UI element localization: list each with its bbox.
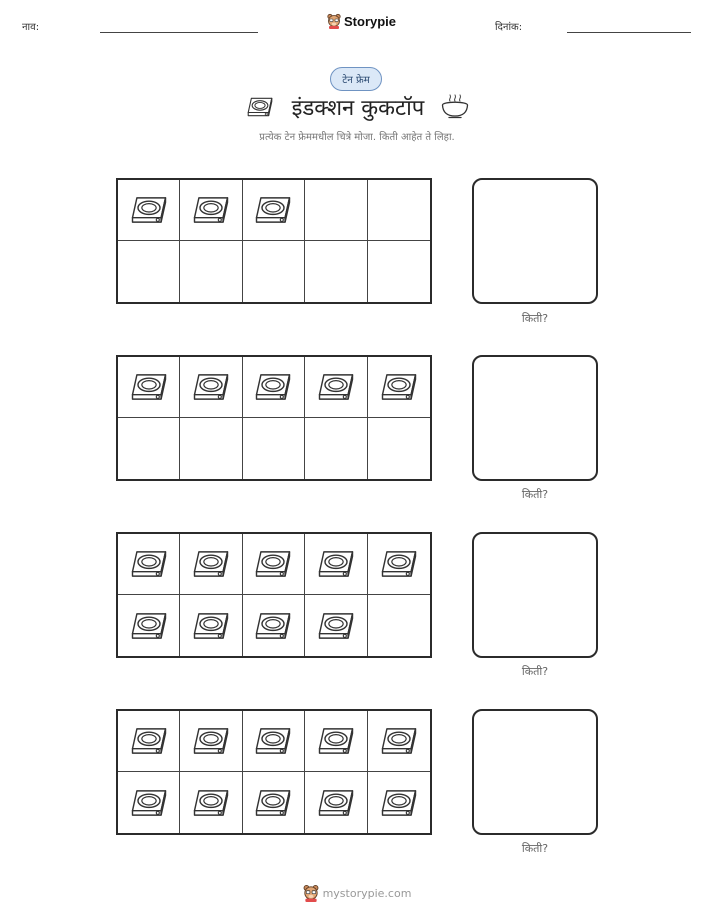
name-line xyxy=(100,32,258,33)
frame-cell xyxy=(243,534,305,595)
topic-pill: टेन फ्रेम xyxy=(330,67,382,91)
induction-cooktop-icon xyxy=(189,610,233,642)
induction-cooktop-icon xyxy=(377,787,421,819)
frame-cell xyxy=(305,241,367,302)
page-title: इंडक्शन कुकटॉप xyxy=(291,96,425,121)
frame-cell xyxy=(305,418,367,479)
induction-cooktop-icon xyxy=(314,371,358,403)
frame-cell xyxy=(368,357,430,418)
induction-cooktop-icon xyxy=(314,610,358,642)
induction-cooktop-icon xyxy=(251,371,295,403)
frame-cell xyxy=(180,180,242,241)
answer-box-1[interactable] xyxy=(472,178,598,304)
answer-box-4[interactable] xyxy=(472,709,598,835)
answer-box-2[interactable] xyxy=(472,355,598,481)
storypie-mascot-icon xyxy=(303,884,319,902)
footer-url: mystorypie.com xyxy=(322,886,412,900)
induction-cooktop-icon xyxy=(127,725,171,757)
date-label: दिनांक: xyxy=(495,22,523,33)
induction-cooktop-icon xyxy=(127,787,171,819)
frame-cell xyxy=(368,711,430,772)
induction-cooktop-icon xyxy=(251,610,295,642)
induction-cooktop-icon xyxy=(189,548,233,580)
frame-cell xyxy=(118,595,180,656)
frame-cell xyxy=(118,534,180,595)
frame-cell xyxy=(305,711,367,772)
induction-cooktop-icon xyxy=(127,371,171,403)
induction-cooktop-icon xyxy=(127,194,171,226)
instructions: प्रत्येक टेन फ्रेममधील चित्रे मोजा. किती आहेत ते लिहा. xyxy=(259,132,455,143)
induction-cooktop-icon xyxy=(314,548,358,580)
frame-cell xyxy=(180,772,242,833)
brand-logo xyxy=(327,13,396,29)
brand-name: Storypie xyxy=(344,13,397,29)
induction-cooktop-icon xyxy=(377,725,421,757)
ten-frame-3 xyxy=(116,532,432,658)
frame-cell xyxy=(305,595,367,656)
frame-cell xyxy=(305,772,367,833)
ten-frame-1 xyxy=(116,178,432,304)
frame-cell xyxy=(305,534,367,595)
frame-cell xyxy=(368,772,430,833)
frame-cell xyxy=(180,711,242,772)
answer-label-1: किती? xyxy=(521,312,549,325)
frame-cell xyxy=(243,772,305,833)
frame-cell xyxy=(118,357,180,418)
frame-cell xyxy=(180,418,242,479)
title-row xyxy=(0,92,714,122)
frame-cell xyxy=(243,241,305,302)
answer-label-4: किती? xyxy=(521,842,549,855)
induction-cooktop-icon xyxy=(189,194,233,226)
date-line xyxy=(567,32,691,33)
frame-cell xyxy=(368,418,430,479)
answer-box-3[interactable] xyxy=(472,532,598,658)
induction-cooktop-icon xyxy=(377,548,421,580)
answer-label-2: किती? xyxy=(521,488,549,501)
ten-frame-2 xyxy=(116,355,432,481)
frame-cell xyxy=(180,357,242,418)
induction-cooktop-icon xyxy=(377,371,421,403)
footer xyxy=(0,884,714,902)
name-label: नाव: xyxy=(22,22,40,33)
induction-cooktop-icon xyxy=(251,548,295,580)
frame-cell xyxy=(243,595,305,656)
frame-cell xyxy=(118,711,180,772)
frame-cell xyxy=(305,357,367,418)
induction-cooktop-icon xyxy=(189,371,233,403)
induction-cooktop-icon xyxy=(314,725,358,757)
answer-label-3: किती? xyxy=(521,665,549,678)
frame-cell xyxy=(118,241,180,302)
induction-cooktop-icon xyxy=(189,725,233,757)
induction-cooktop-icon xyxy=(189,787,233,819)
frame-cell xyxy=(118,180,180,241)
frame-cell xyxy=(368,180,430,241)
induction-cooktop-icon xyxy=(251,194,295,226)
induction-cooktop-icon xyxy=(314,787,358,819)
frame-cell xyxy=(368,241,430,302)
storypie-mascot-icon xyxy=(327,13,341,29)
frame-cell xyxy=(368,534,430,595)
frame-cell xyxy=(368,595,430,656)
frame-cell xyxy=(180,534,242,595)
frame-cell xyxy=(243,180,305,241)
soup-bowl-icon xyxy=(440,94,470,120)
induction-cooktop-icon xyxy=(127,548,171,580)
induction-cooktop-icon xyxy=(251,725,295,757)
frame-cell xyxy=(243,418,305,479)
frame-cell xyxy=(243,711,305,772)
ten-frame-4 xyxy=(116,709,432,835)
frame-cell xyxy=(243,357,305,418)
induction-cooktop-icon xyxy=(127,610,171,642)
frame-cell xyxy=(305,180,367,241)
frame-cell xyxy=(118,418,180,479)
frame-cell xyxy=(180,241,242,302)
induction-cooktop-icon xyxy=(251,787,295,819)
frame-cell xyxy=(118,772,180,833)
frame-cell xyxy=(180,595,242,656)
induction-cooktop-icon xyxy=(244,96,276,118)
